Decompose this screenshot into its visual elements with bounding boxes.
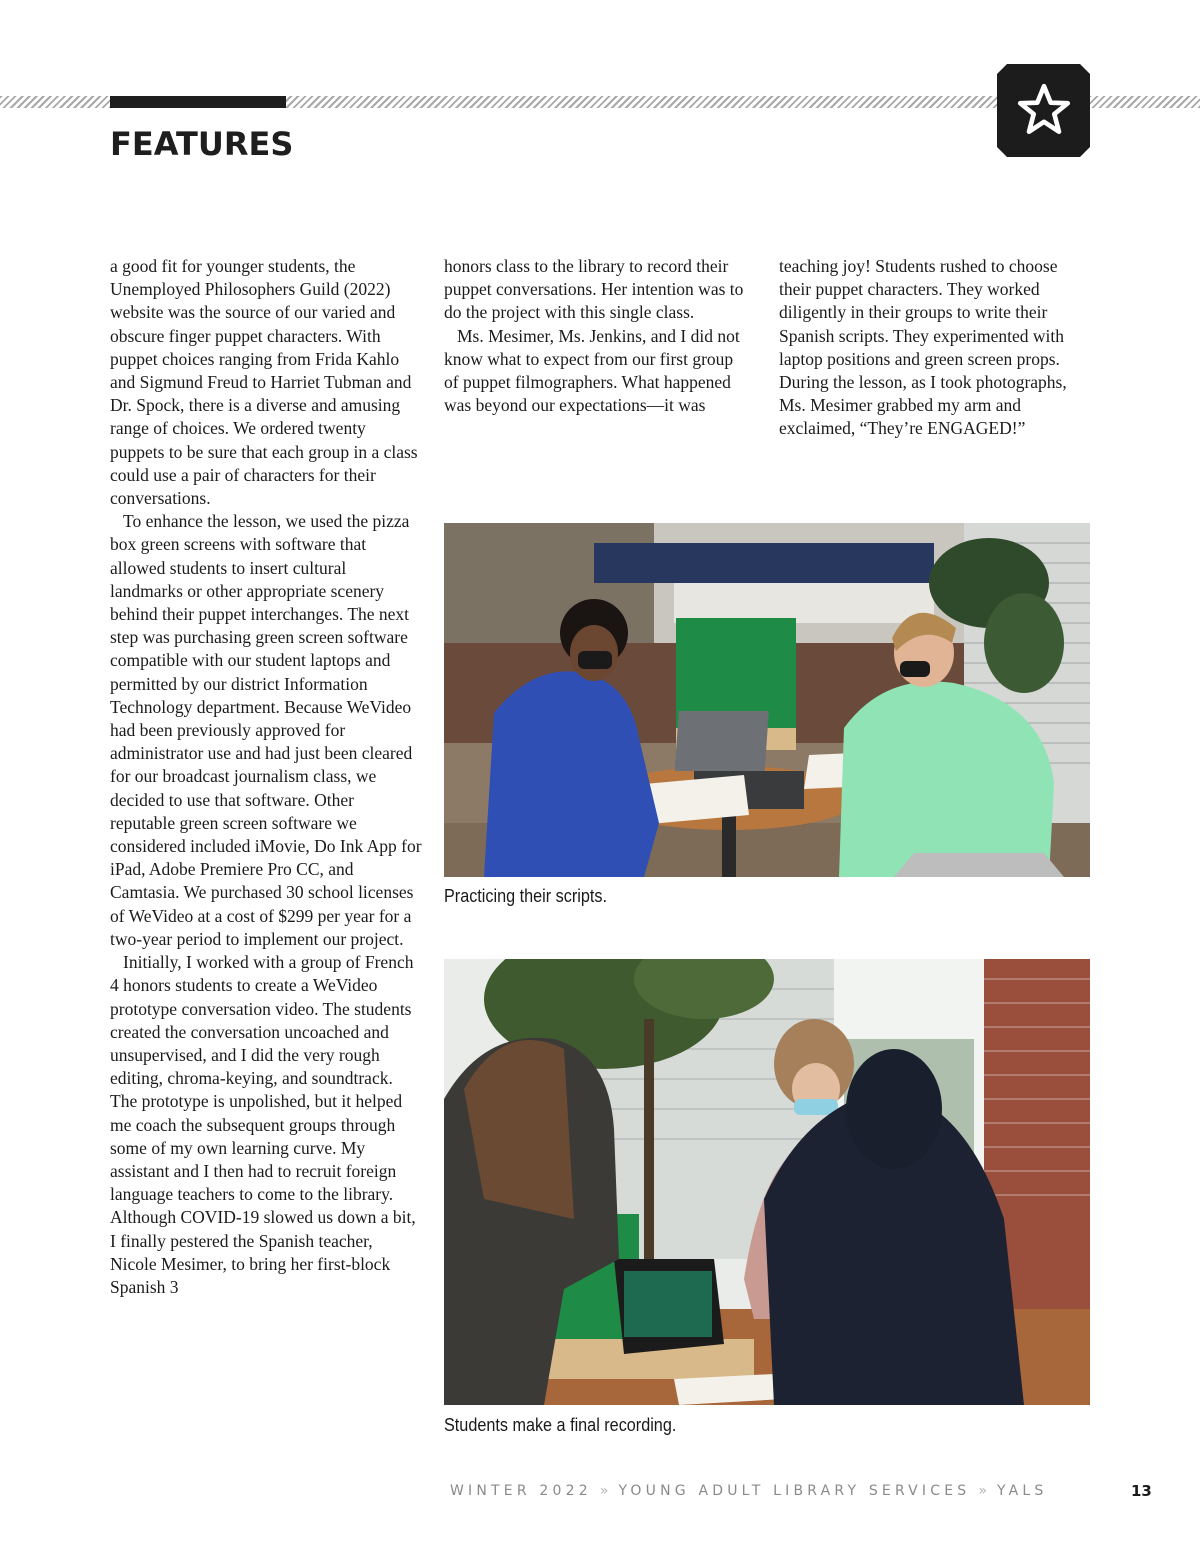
article-column-2 <box>444 255 744 417</box>
paragraph: To enhance the lesson, we used the pizza box green screens with software that allowed students to insert cultural landmarks or other appropriate scenery behind their puppet interchanges. The next step was purchasing green screen software compatible with our student laptops and permitted by our district Information Technology department. Because WeVideo had been previously approved for administrator use and had just been cleared for our broadcast journalism class, we decided to use that software. Other reputable green screen software we considered included iMovie, Do Ink App for iPad, Adobe Premiere Pro CC, and Camtasia. We purchased 30 school licenses of WeVideo at a cost of $299 per year for a two-year period to implement our project. <box>110 511 422 949</box>
paragraph: teaching joy! Students rushed to choose their puppet characters. They worked diligently in their groups to write their Spanish scripts. They experimented with laptop positions and green screen props. During the lesson, as I took photographs, Ms. Mesimer grabbed my arm and exclaimed, “They’re ENGAGED!” <box>779 256 1067 439</box>
article-column-1 <box>110 255 422 1299</box>
footer-short-name: YALS <box>996 1483 1048 1499</box>
paragraph: a good fit for younger students, the Unemployed Philosophers Guild (2022) website was the source of our varied and obscure finger puppet characters. With puppet choices ranging from Frida Kahlo and Sigmund Freud to Harriet Tubman and Dr. Spock, there is a diverse and amusing range of choices. We ordered twenty puppets to be sure that each group in a class could use a pair of characters for their conversations. <box>110 256 418 509</box>
section-badge <box>997 64 1090 157</box>
photo-caption: Students make a final recording. <box>444 1415 677 1435</box>
paragraph: honors class to the library to record their puppet conversations. Her intention was to do the project with this single class. <box>444 256 744 323</box>
header-accent-bar <box>110 96 286 108</box>
footer-separator: » <box>978 1483 989 1499</box>
paragraph: Ms. Mesimer, Ms. Jenkins, and I did not know what to expect from our first group of puppet filmographers. What happened was beyond our expectations—it was <box>444 325 740 416</box>
page-number: 13 <box>1131 1482 1152 1500</box>
photo-practicing-scripts <box>444 523 1090 877</box>
section-label: FEATURES <box>110 125 294 163</box>
running-footer <box>450 1481 1092 1501</box>
footer-publication: YOUNG ADULT LIBRARY SERVICES <box>618 1483 971 1499</box>
paragraph: Initially, I worked with a group of French 4 honors students to create a WeVideo prototype conversation video. The students created the conversation uncoached and unsupervised, and I did the very rough editing, chroma-keying, and soundtrack. The prototype is unpolished, but it helped me coach the subsequent groups through some of my own learning curve. My assistant and I then had to recruit foreign language teachers to come to the library. Although COVID-19 slowed us down a bit, I finally pestered the Spanish teacher, Nicole Mesimer, to bring her first-block Spanish 3 <box>110 952 416 1297</box>
footer-issue: WINTER 2022 <box>450 1483 592 1499</box>
star-icon <box>1013 80 1075 142</box>
photo-caption: Practicing their scripts. <box>444 886 607 906</box>
article-column-3 <box>779 255 1091 441</box>
footer-separator: » <box>599 1483 611 1499</box>
photo-final-recording <box>444 959 1090 1405</box>
